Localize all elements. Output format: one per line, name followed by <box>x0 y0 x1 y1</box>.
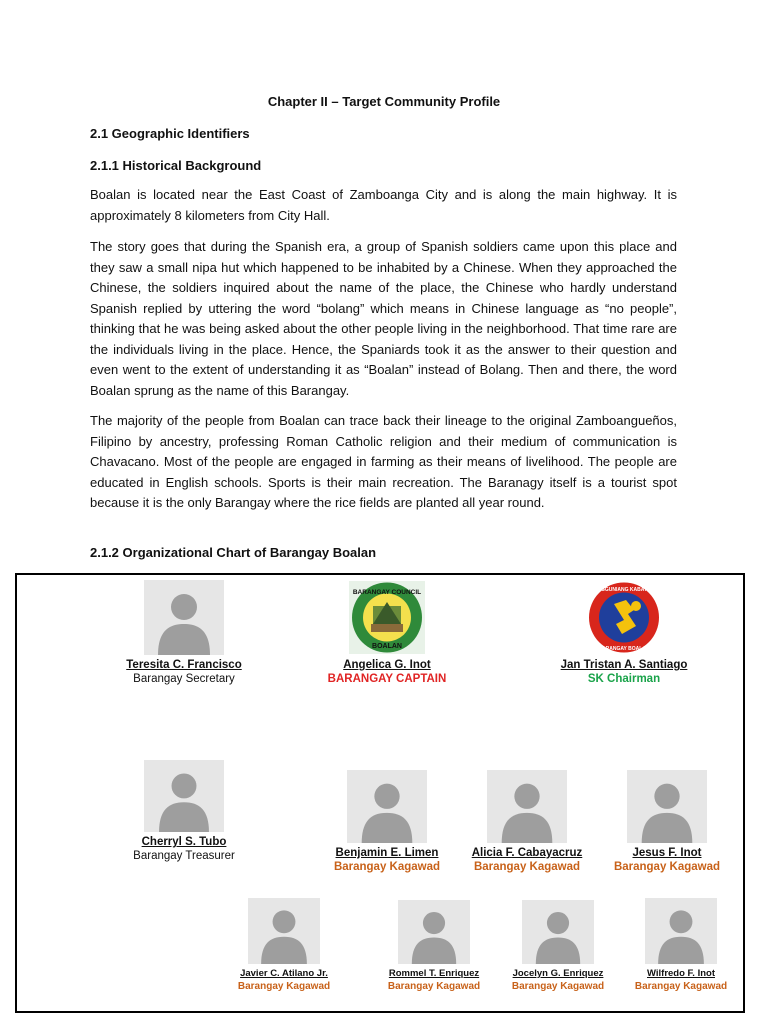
person-avatar-icon <box>144 760 224 832</box>
person-role: Barangay Kagawad <box>237 981 331 992</box>
svg-text:BARANGAY COUNCIL: BARANGAY COUNCIL <box>352 589 422 596</box>
person-avatar-icon <box>144 580 224 655</box>
person-avatar-icon <box>645 898 717 964</box>
person-role: Barangay Kagawad <box>613 861 721 873</box>
person-role: Barangay Kagawad <box>511 981 605 992</box>
person-name: Rommel T. Enriquez <box>388 968 480 979</box>
card-secretary <box>94 580 274 685</box>
paragraph-history: The story goes that during the Spanish era, a group of Spanish soldiers came upon this place and they saw a small nipa hut which happened to be inhabited by a Chinese. When they approached the Chinese, the soldiers inquired about the name of the place, the Chinese who hardly understand Spanish replied by uttering the word “bolang” which means in Chinese language as “no people”, thinking that he was being asked about the other people living in the neighborhood. That time rare are the individuals living in the place. Hence, the Spaniards took it as the answer to their question and even went to the extent of understanding it as “Boalan” instead of Bolang. Then and there, the word Boalan sprung as the name of this Barangay. <box>90 239 677 398</box>
person-name: Alicia F. Cabayacruz <box>471 847 583 859</box>
person-name: Angelica G. Inot <box>343 659 431 671</box>
svg-text:BOALAN: BOALAN <box>372 643 402 650</box>
person-name: Jan Tristan A. Santiago <box>560 659 688 671</box>
person-avatar-icon <box>522 900 594 964</box>
person-name: Teresita C. Francisco <box>126 659 242 671</box>
svg-text:BARANGAY BOALAN: BARANGAY BOALAN <box>598 646 650 652</box>
section-heading-geographic: 2.1 Geographic Identifiers <box>90 126 250 141</box>
person-name: Jesus F. Inot <box>632 847 702 859</box>
paragraph-location: Boalan is located near the East Coast of Zamboanga City and is along the main highway. It is approximately 8 kilometers from City Hall. <box>90 187 677 223</box>
person-role: Barangay Kagawad <box>333 861 441 873</box>
card-captain <box>297 580 477 685</box>
person-name: Benjamin E. Limen <box>335 847 439 859</box>
person-role: Barangay Kagawad <box>473 861 581 873</box>
barangay-council-seal-icon <box>347 580 427 655</box>
person-avatar-icon <box>347 770 427 843</box>
person-avatar-icon <box>398 900 470 964</box>
person-role: Barangay Treasurer <box>133 850 235 862</box>
person-name: Cherryl S. Tubo <box>141 836 227 848</box>
person-role: Barangay Kagawad <box>634 981 728 992</box>
person-name: Javier C. Atilano Jr. <box>240 968 328 979</box>
section-heading-historical: 2.1.1 Historical Background <box>90 158 262 173</box>
person-role: BARANGAY CAPTAIN <box>327 673 447 685</box>
person-role: Barangay Kagawad <box>387 981 481 992</box>
card-kagawad <box>591 898 768 992</box>
person-role: Barangay Secretary <box>133 673 235 685</box>
person-avatar-icon <box>248 898 320 964</box>
card-kagawad <box>577 770 757 873</box>
paragraph-people: The majority of the people from Boalan can trace back their lineage to the original Zamboangueños, Filipino by ancestry, professing Roman Catholic religion and their medium of communication is Chavacano. Most of the people are engaged in farming as their means of livelihood. The people are educated in English schools. Sports is their main recreation. The Baranagy itself is a tourist spot because it is the only Barangay where the rice fields are planted all year round. <box>90 413 677 510</box>
chapter-title: Chapter II – Target Community Profile <box>267 94 501 109</box>
svg-text:SANGGUNIANG KABATAAN: SANGGUNIANG KABATAAN <box>590 587 658 593</box>
card-treasurer <box>94 760 274 862</box>
org-chart <box>15 573 745 1013</box>
card-sk-chairman <box>534 580 714 685</box>
person-name: Wilfredo F. Inot <box>647 968 715 979</box>
person-role: SK Chairman <box>587 673 661 685</box>
person-name: Jocelyn G. Enriquez <box>512 968 604 979</box>
sk-logo-icon <box>584 580 664 655</box>
person-avatar-icon <box>627 770 707 843</box>
person-avatar-icon <box>487 770 567 843</box>
section-heading-org-chart: 2.1.2 Organizational Chart of Barangay Boalan <box>90 545 377 560</box>
